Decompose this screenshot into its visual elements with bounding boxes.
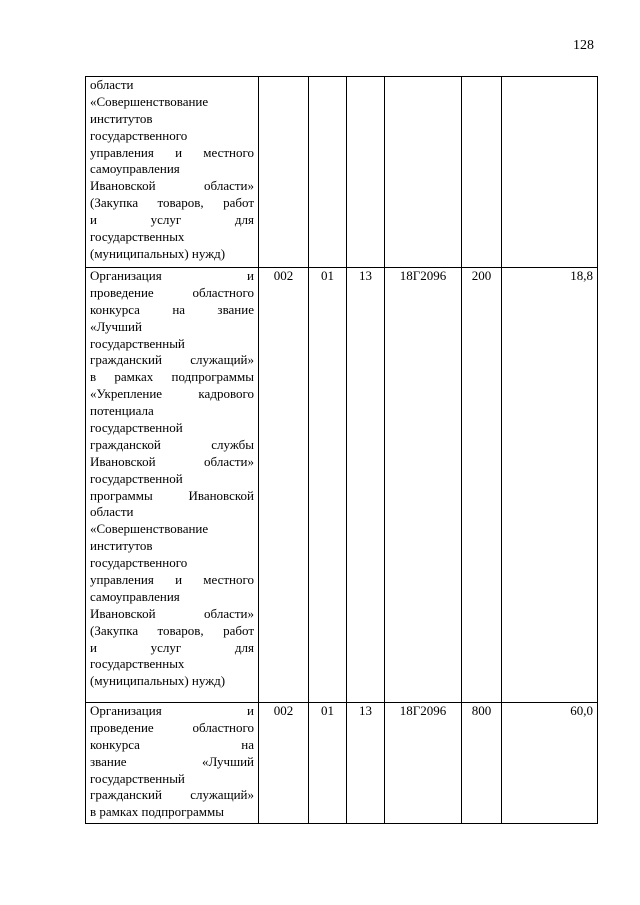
description-cell <box>86 77 259 268</box>
section-code-cell: 01 <box>309 268 347 703</box>
description-line: государственной <box>90 470 183 486</box>
description-line: (Закупка товаров, работ <box>90 622 254 638</box>
description-line: государственный <box>90 770 185 786</box>
description-line: «Укрепление кадрового <box>90 386 254 402</box>
ministry-code-cell: 002 <box>259 268 309 703</box>
description-line: государственного <box>90 555 188 571</box>
subsection-code-cell: 13 <box>347 268 385 703</box>
description-line: конкурса на звание <box>90 301 254 317</box>
description-line: государственных <box>90 229 185 245</box>
description-line: самоуправления <box>90 588 180 604</box>
description-line: государственных <box>90 656 185 672</box>
description-line: в рамках подпрограммы <box>90 369 254 385</box>
description-line: области <box>90 77 134 92</box>
description-line: Ивановской области» <box>90 178 254 194</box>
table-row <box>86 77 598 268</box>
page-number: 128 <box>573 38 594 53</box>
description-line: области <box>90 504 134 520</box>
description-line: институтов <box>90 538 153 554</box>
description-line: Ивановской области» <box>90 605 254 621</box>
sum-cell: 60,0 <box>502 703 598 824</box>
subsection-code-cell: 13 <box>347 703 385 824</box>
description-line: «Совершенствование <box>90 93 209 109</box>
description-line: звание «Лучший <box>90 753 254 769</box>
expense-type-cell <box>462 77 502 268</box>
description-line: «Совершенствование <box>90 521 209 537</box>
description-line: институтов <box>90 110 153 126</box>
target-article-cell: 18Г2096 <box>385 268 462 703</box>
description-line: гражданский служащий» <box>90 787 254 803</box>
table-row <box>86 703 598 824</box>
description-line: (Закупка товаров, работ <box>90 195 254 211</box>
description-line: (муниципальных) нужд) <box>90 245 226 261</box>
target-article-cell <box>385 77 462 268</box>
description-line: «Лучший <box>90 318 142 334</box>
sum-cell <box>502 77 598 268</box>
description-line: самоуправления <box>90 161 180 177</box>
description-line: и услуг для <box>90 639 254 655</box>
description-line: государственный <box>90 335 185 351</box>
description-line: Ивановской области» <box>90 453 254 469</box>
budget-table <box>85 76 598 824</box>
description-line: гражданской службы <box>90 436 254 452</box>
section-code-cell: 01 <box>309 703 347 824</box>
description-line: проведение областного <box>90 719 254 735</box>
description-line: программы Ивановской <box>90 487 254 503</box>
expense-type-cell: 200 <box>462 268 502 703</box>
description-line: конкурса на <box>90 736 254 752</box>
table-row <box>86 268 598 703</box>
description-line: в рамках подпрограммы <box>90 804 224 820</box>
target-article-cell: 18Г2096 <box>385 703 462 824</box>
sum-cell: 18,8 <box>502 268 598 703</box>
description-line: управления и местного <box>90 572 254 588</box>
description-line: государственного <box>90 127 188 143</box>
description-line: Организация и <box>90 268 254 283</box>
section-code-cell <box>309 77 347 268</box>
description-cell <box>86 268 259 703</box>
description-line: государственной <box>90 420 183 436</box>
expense-type-cell: 800 <box>462 703 502 824</box>
description-line: потенциала <box>90 403 154 419</box>
description-line: и услуг для <box>90 212 254 228</box>
description-line: (муниципальных) нужд) <box>90 673 226 689</box>
description-line: управления и местного <box>90 144 254 160</box>
ministry-code-cell: 002 <box>259 703 309 824</box>
description-line: Организация и <box>90 703 254 718</box>
description-cell <box>86 703 259 824</box>
ministry-code-cell <box>259 77 309 268</box>
description-line: гражданский служащий» <box>90 352 254 368</box>
subsection-code-cell <box>347 77 385 268</box>
description-line: проведение областного <box>90 284 254 300</box>
